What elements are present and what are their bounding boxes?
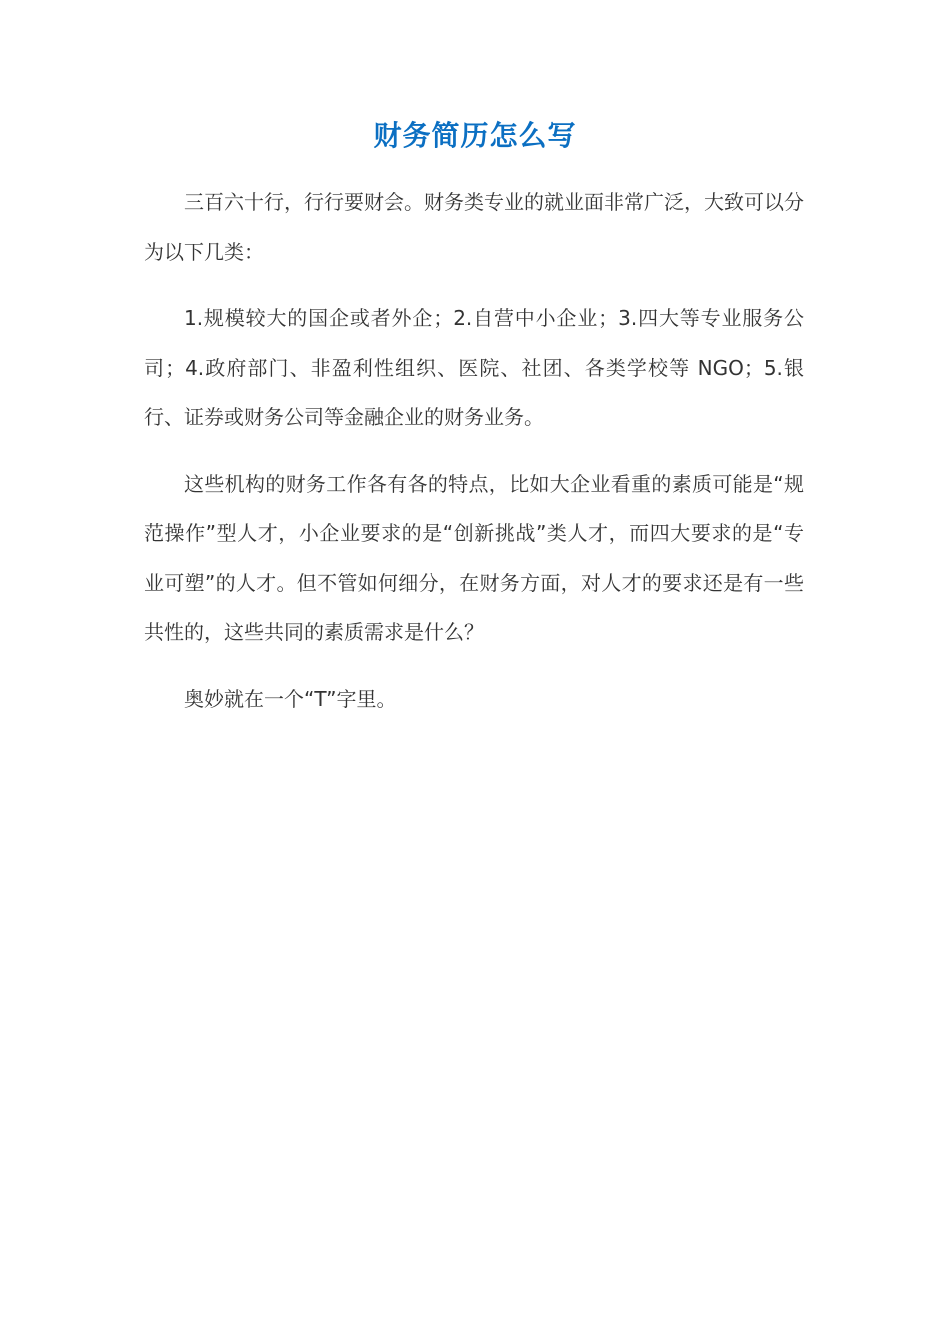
paragraph-categories: 1.规模较大的国企或者外企；2.自营中小企业；3.四大等专业服务公司；4.政府部门、非盈利性组织、医院、社团、各类学校等 NGO；5.银行、证券或财务公司等金融企业的财务业务。 (144, 306, 804, 429)
paragraph-intro: 三百六十行，行行要财会。财务类专业的就业面非常广泛，大致可以分为以下几类： (144, 190, 804, 264)
document-body (144, 178, 804, 741)
paragraph-characteristics: 这些机构的财务工作各有各的特点，比如大企业看重的素质可能是“规范操作”型人才，小企业要求的是“创新挑战”类人才，而四大要求的是“专业可塑”的人才。但不管如何细分，在财务方面，对人才的要求还是有一些共性的，这些共同的素质需求是什么？ (144, 471, 804, 644)
paragraph-conclusion: 奥妙就在一个“T”字里。 (184, 686, 397, 711)
document-title: 财务简历怎么写 (373, 119, 577, 152)
